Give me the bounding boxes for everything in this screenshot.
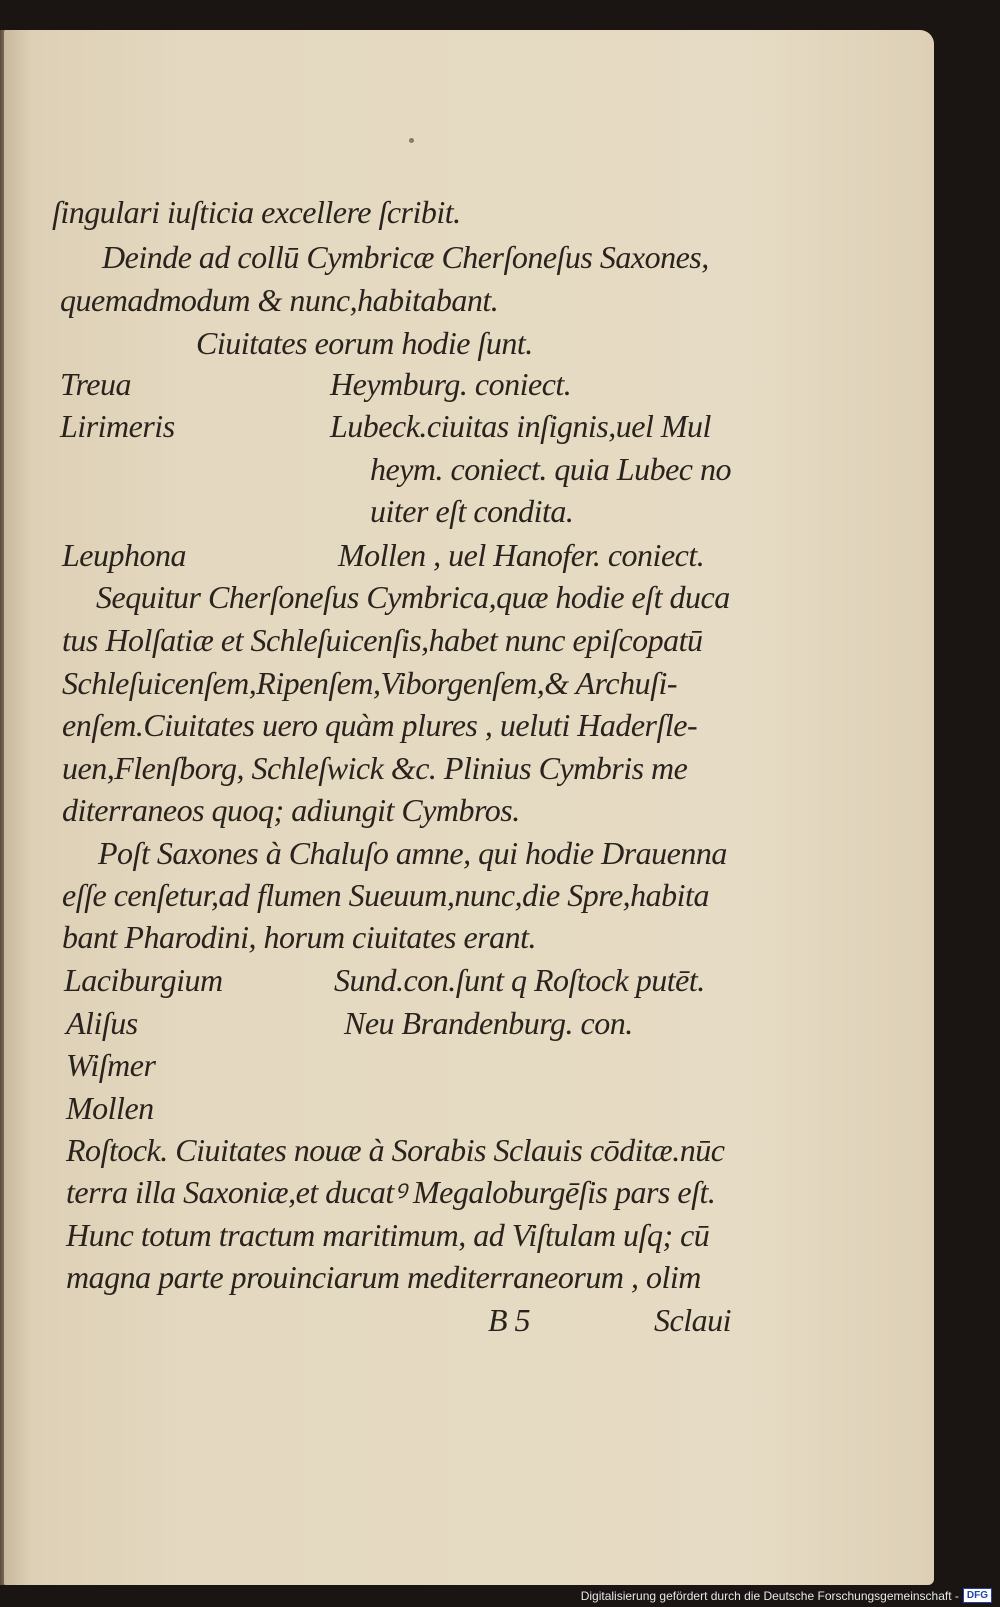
text-line: magna parte prouinciarum mediterraneorum , olim [66,1259,701,1295]
text-line: eſſe cenſetur,ad flumen Sueuum,nunc,die Spre,habita [62,877,709,913]
city-gloss: Lubeck.ciuitas inſignis,uel Mul [330,408,711,444]
text-line: Ciuitates eorum hodie ſunt. [196,325,533,361]
text-line: terra illa Saxoniæ,et ducatꝰ Megaloburgēſis pars eſt. [66,1174,716,1210]
city-name: Lirimeris [60,408,175,444]
catchword: Sclaui [654,1302,731,1338]
city-name: Laciburgium [64,962,223,998]
city-name: Treua [60,366,131,402]
text-line: tus Holſatiæ et Schleſuicenſis,habet nunc epiſcopatū [62,622,703,658]
city-name: Mollen [66,1090,154,1126]
signature-mark: B 5 [488,1302,531,1338]
city-name: Wiſmer [66,1047,156,1083]
city-gloss: Neu Brandenburg. con. [344,1005,633,1041]
city-gloss: Heymburg. coniect. [330,366,572,402]
city-gloss: Mollen , uel Hanofer. coniect. [338,537,705,573]
text-line: ſingulari iuſticia excellere ſcribit. [52,194,461,230]
text-line: Schleſuicenſem,Ripenſem,Viborgenſem,& Archuſi- [62,665,678,701]
city-gloss: heym. coniect. quia Lubec no [370,451,731,487]
city-name: Leuphona [62,537,186,573]
text-line: enſem.Ciuitates uero quàm plures , ueluti Haderſle- [62,707,698,743]
text-line: diterraneos quoq; adiungit Cymbros. [62,792,520,828]
footer-text: Digitalisierung gefördert durch die Deutsche Forschungsgemeinschaft - [580,1588,959,1603]
city-gloss: uiter eſt condita. [370,493,574,529]
text-line: quemadmodum & nunc,habitabant. [60,282,499,318]
text-line: Hunc totum tractum maritimum, ad Viſtulam uſq; cū [66,1217,710,1253]
text-line: Sequitur Cherſoneſus Cymbrica,quæ hodie eſt duca [96,579,730,615]
text-line: Deinde ad collū Cymbricæ Cherſoneſus Saxones, [102,239,709,275]
dfg-logo-icon: DFG [963,1588,992,1603]
text-line: Poſt Saxones à Chaluſo amne, qui hodie Drauenna [98,835,727,871]
digitization-footer [581,1588,992,1603]
text-line: Roſtock. Ciuitates nouæ à Sorabis Sclauis cōditæ.nūc [66,1132,725,1168]
text-line: bant Pharodini, horum ciuitates erant. [62,919,537,955]
city-name: Aliſus [66,1005,138,1041]
city-gloss: Sund.con.ſunt q Roſtock putēt. [334,962,705,998]
text-line: uen,Flenſborg, Schleſwick &c. Plinius Cymbris me [62,750,688,786]
